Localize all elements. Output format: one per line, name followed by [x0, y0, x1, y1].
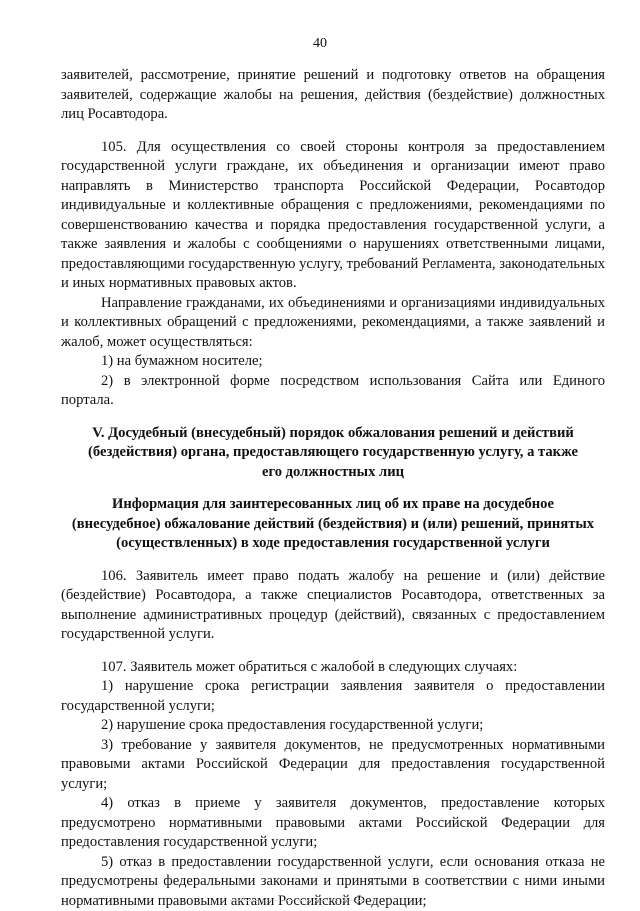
- paragraph-continuation: заявителей, рассмотрение, принятие решений и подготовку ответов на обращения заявителей, содержащие жалобы на решения, действия (бездействие) должностных лиц Росавтодора.: [61, 66, 605, 125]
- list-item-electronic: 2) в электронной форме посредством использования Сайта или Единого портала.: [61, 372, 605, 411]
- section-heading-v: [61, 424, 605, 483]
- subsection-heading-line-2: (внесудебное) обжалование действий (бездействия) и (или) решений, принятых: [61, 515, 605, 535]
- subsection-heading-line-3: (осуществленных) в ходе предоставления государственной услуги: [61, 534, 605, 554]
- section-heading-v-line-2: (бездействия) органа, предоставляющего государственную услугу, а также: [61, 443, 605, 463]
- paragraph-106: 106. Заявитель имеет право подать жалобу на решение и (или) действие (бездействие) Росавтодора, а также специалистов Росавтодора, ответственных за выполнение административных процедур (действий), связанных с предоставлением государственной услуги.: [61, 567, 605, 645]
- paragraph-107: 107. Заявитель может обратиться с жалобой в следующих случаях:: [61, 658, 605, 678]
- subsection-heading-line-1: Информация для заинтересованных лиц об их праве на досудебное: [61, 495, 605, 515]
- list-item-paper: 1) на бумажном носителе;: [61, 352, 605, 372]
- paragraph-105: 105. Для осуществления со своей стороны контроля за предоставлением государственной услуги граждане, их объединения и организации имеют право направлять в Министерство транспорта Российской Федерации, Росавтодор индивидуальные и коллективные обращения с предложениями, рекомендациями по совершенствованию качества и порядка предоставления государственной услуги, а также заявления и жалобы с сообщениями о нарушениях ответственными лицами, предоставляющими государственную услугу, требований Регламента, законодательных и иных нормативных правовых актов.: [61, 138, 605, 294]
- list-item-5: 5) отказ в предоставлении государственной услуги, если основания отказа не предусмотрены федеральными законами и принятыми в соответствии с ними иными нормативными правовыми актами Российской Федерации;: [61, 853, 605, 911]
- list-item-4: 4) отказ в приеме у заявителя документов, предоставление которых предусмотрено нормативными правовыми актами Российской Федерации для предоставления государственной услуги;: [61, 794, 605, 853]
- subsection-heading: [61, 495, 605, 554]
- list-item-1: 1) нарушение срока регистрации заявления заявителя о предоставлении государственной услуги;: [61, 677, 605, 716]
- page-number: 40: [0, 36, 640, 52]
- list-item-2: 2) нарушение срока предоставления государственной услуги;: [61, 716, 605, 736]
- list-item-3: 3) требование у заявителя документов, не предусмотренных нормативными правовыми актами Российской Федерации для предоставления государственной услуги;: [61, 736, 605, 795]
- section-heading-v-line-3: его должностных лиц: [61, 463, 605, 483]
- scan-artifact: [230, 900, 380, 902]
- document-body: [61, 66, 605, 911]
- section-heading-v-line-1: V. Досудебный (внесудебный) порядок обжалования решений и действий: [61, 424, 605, 444]
- paragraph-direction: Направление гражданами, их объединениями и организациями индивидуальных и коллективных обращений с предложениями, рекомендациями, а также заявлений и жалоб, может осуществляться:: [61, 294, 605, 353]
